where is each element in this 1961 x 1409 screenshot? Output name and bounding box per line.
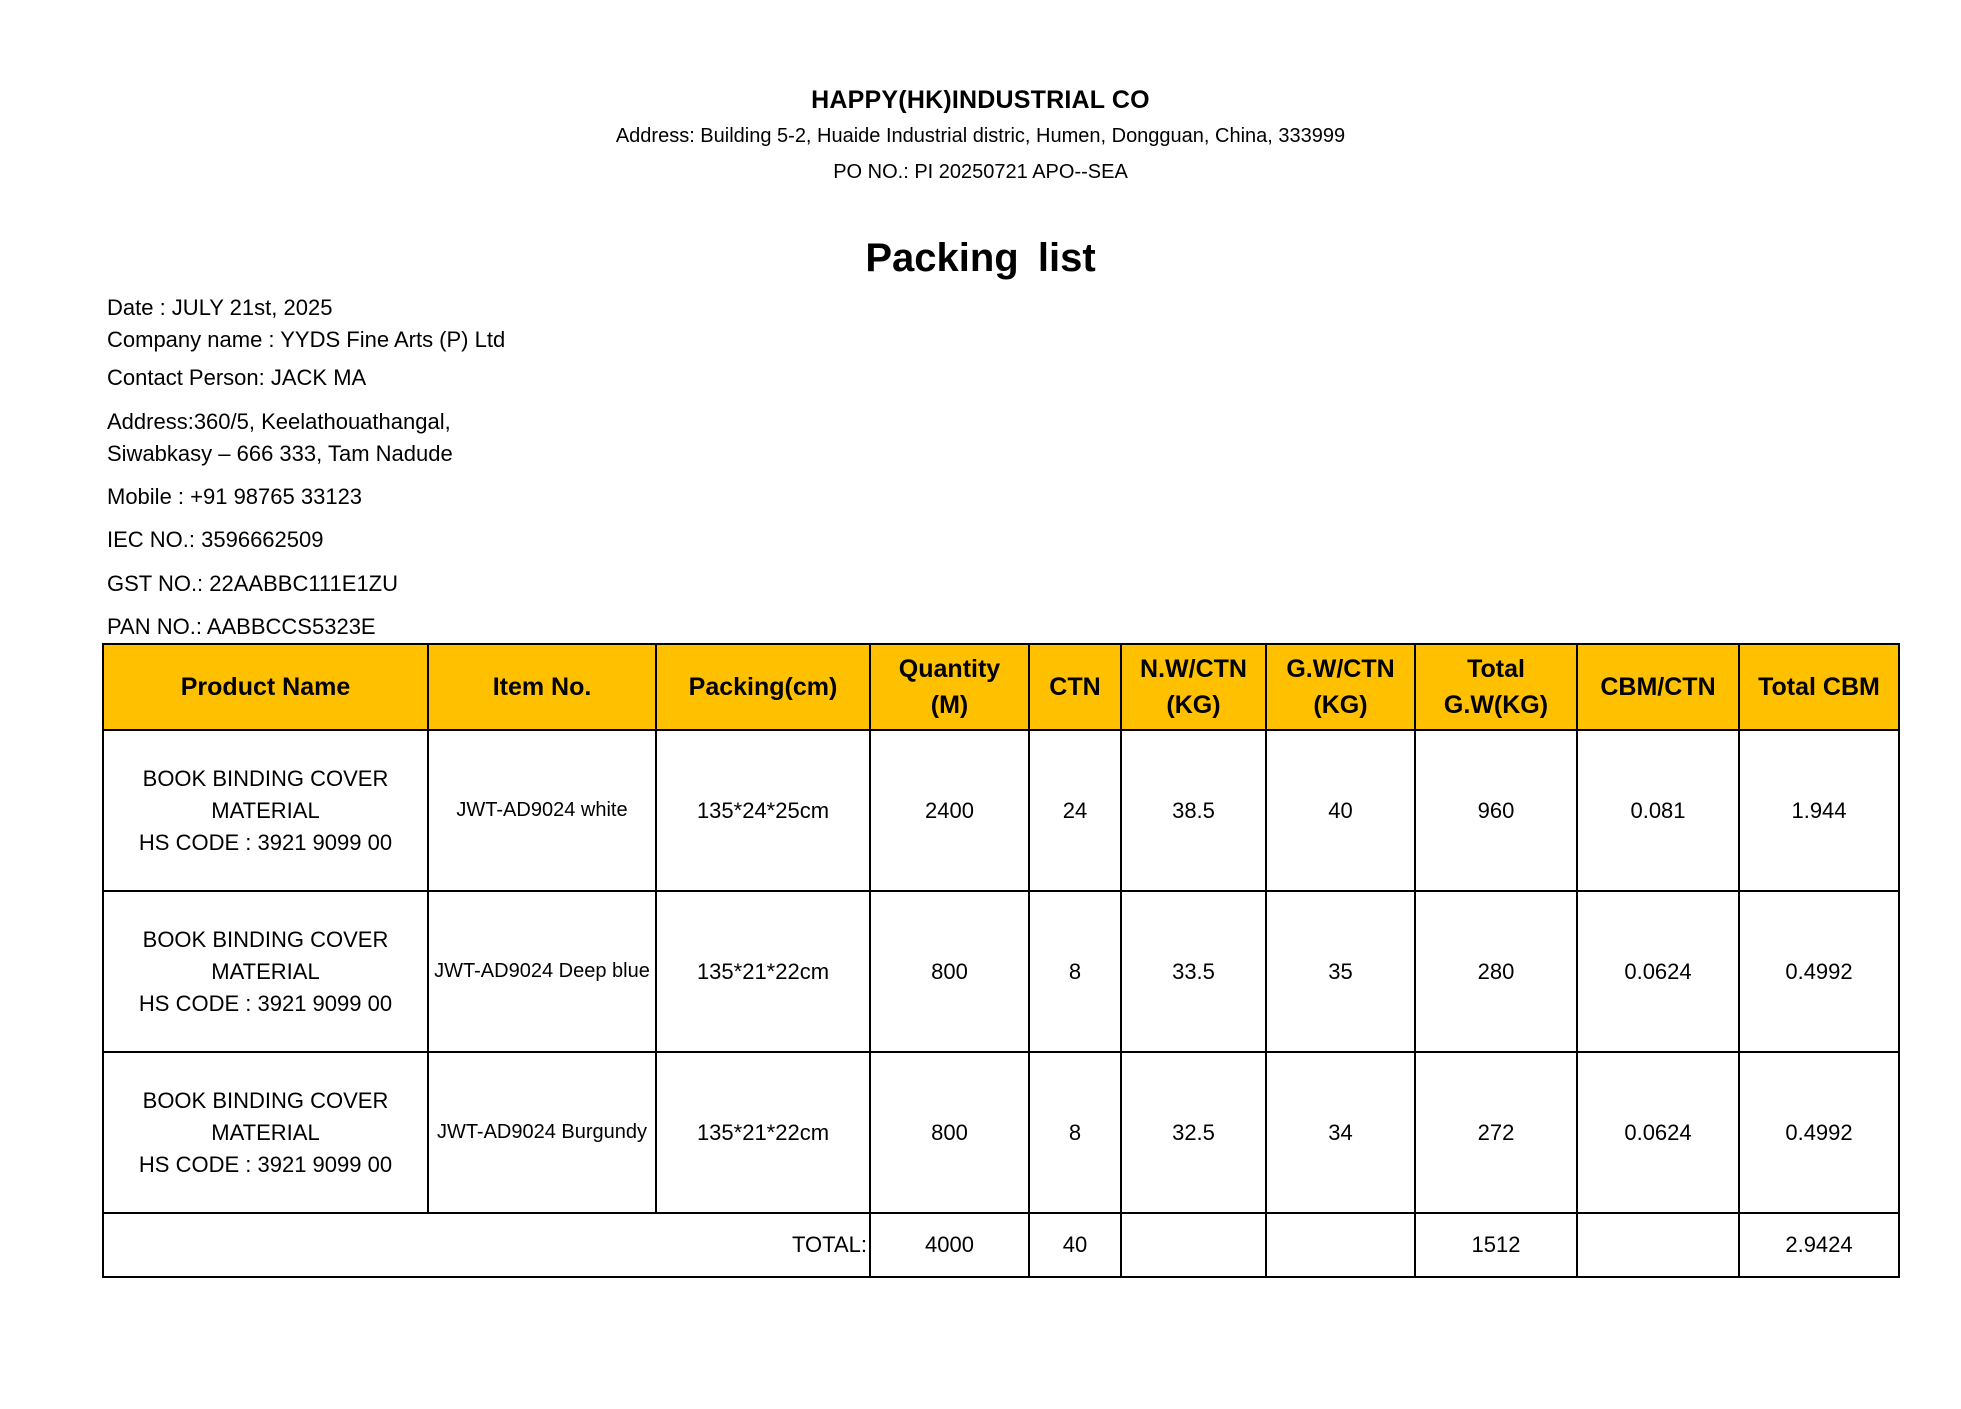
packing-cell: 135*21*22cm [656, 891, 870, 1052]
hs-code: HS CODE : 3921 9099 00 [138, 1151, 393, 1177]
item-no-cell: JWT-AD9024 Burgundy [428, 1052, 656, 1213]
product-name-cell [103, 891, 428, 1052]
packing-table [102, 643, 1900, 1278]
gw-cell: 34 [1266, 1052, 1415, 1213]
header-packing: Packing(cm) [656, 644, 870, 730]
quantity-cell: 800 [870, 1052, 1029, 1213]
total-cbm-cell: 0.4992 [1739, 891, 1899, 1052]
total-label: TOTAL: [103, 1213, 870, 1277]
product-name-line: MATERIAL [211, 958, 320, 984]
customer-company-name: Company name : YYDS Fine Arts (P) Ltd [107, 327, 506, 352]
nw-cell: 33.5 [1121, 891, 1266, 1052]
gw-cell: 40 [1266, 730, 1415, 891]
cbm-ctn-cell: 0.0624 [1577, 891, 1739, 1052]
table-row [103, 891, 1899, 1052]
product-name-line: BOOK BINDING COVER [142, 1087, 389, 1113]
hs-code: HS CODE : 3921 9099 00 [138, 829, 393, 855]
total-cbm-cell: 1.944 [1739, 730, 1899, 891]
total-gw-ctn-empty [1266, 1213, 1415, 1277]
total-ctn: 40 [1029, 1213, 1121, 1277]
header-gw-line1: G.W/CTN [1286, 655, 1395, 683]
total-quantity: 4000 [870, 1213, 1029, 1277]
header-product-name: Product Name [103, 644, 428, 730]
ctn-cell: 8 [1029, 891, 1121, 1052]
iec-number: IEC NO.: 3596662509 [107, 527, 324, 552]
header-nw-line2: (KG) [1166, 691, 1221, 719]
customer-address-line2: Siwabkasy – 666 333, Tam Nadude [107, 441, 453, 466]
header-total-gw-line1: Total [1467, 655, 1525, 683]
header-ctn: CTN [1029, 644, 1121, 730]
header-nw-line1: N.W/CTN [1140, 655, 1247, 683]
header-item-no: Item No. [428, 644, 656, 730]
product-name-line: BOOK BINDING COVER [142, 926, 389, 952]
total-row [103, 1213, 1899, 1277]
header-nw-ctn [1121, 644, 1266, 730]
company-name: HAPPY(HK)INDUSTRIAL CO [811, 86, 1150, 114]
header-total-cbm: Total CBM [1739, 644, 1899, 730]
hs-code: HS CODE : 3921 9099 00 [138, 990, 393, 1016]
table-row [103, 730, 1899, 891]
gw-cell: 35 [1266, 891, 1415, 1052]
ctn-cell: 8 [1029, 1052, 1121, 1213]
packing-cell: 135*21*22cm [656, 1052, 870, 1213]
table-row [103, 1052, 1899, 1213]
total-cbm: 2.9424 [1739, 1213, 1899, 1277]
pan-number: PAN NO.: AABBCCS5323E [107, 614, 376, 639]
date-field: Date : JULY 21st, 2025 [107, 295, 333, 320]
ctn-cell: 24 [1029, 730, 1121, 891]
quantity-cell: 2400 [870, 730, 1029, 891]
cbm-ctn-cell: 0.0624 [1577, 1052, 1739, 1213]
header-quantity-line2: (M) [930, 691, 969, 719]
header-total-gw-line2: G.W(KG) [1443, 691, 1549, 719]
gst-number: GST NO.: 22AABBC111E1ZU [107, 571, 399, 596]
cbm-ctn-cell: 0.081 [1577, 730, 1739, 891]
header-gw-ctn [1266, 644, 1415, 730]
total-gw-cell: 272 [1415, 1052, 1577, 1213]
item-no-cell: JWT-AD9024 white [428, 730, 656, 891]
total-gw-cell: 960 [1415, 730, 1577, 891]
product-name-line: MATERIAL [211, 1119, 320, 1145]
quantity-cell: 800 [870, 891, 1029, 1052]
header-total-gw [1415, 644, 1577, 730]
product-name-line: MATERIAL [211, 797, 320, 823]
header-quantity-line1: Quantity [898, 655, 1001, 683]
company-address: Address: Building 5-2, Huaide Industrial distric, Humen, Dongguan, China, 333999 [615, 125, 1346, 147]
customer-address-line1: Address:360/5, Keelathouathangal, [107, 409, 451, 434]
item-no-cell: JWT-AD9024 Deep blue [428, 891, 656, 1052]
table-header-row [103, 644, 1899, 730]
header-cbm-ctn: CBM/CTN [1577, 644, 1739, 730]
mobile-number: Mobile : +91 98765 33123 [107, 484, 363, 509]
nw-cell: 32.5 [1121, 1052, 1266, 1213]
product-name-cell [103, 1052, 428, 1213]
nw-cell: 38.5 [1121, 730, 1266, 891]
total-gw-cell: 280 [1415, 891, 1577, 1052]
total-nw-empty [1121, 1213, 1266, 1277]
header-gw-line2: (KG) [1313, 691, 1368, 719]
packing-cell: 135*24*25cm [656, 730, 870, 891]
po-number: PO NO.: PI 20250721 APO--SEA [833, 161, 1128, 183]
document-title: Packing list [865, 236, 1096, 280]
product-name-cell [103, 730, 428, 891]
total-cbm-ctn-empty [1577, 1213, 1739, 1277]
product-name-line: BOOK BINDING COVER [142, 765, 389, 791]
header-quantity [870, 644, 1029, 730]
contact-person: Contact Person: JACK MA [107, 365, 367, 390]
total-cbm-cell: 0.4992 [1739, 1052, 1899, 1213]
total-gw: 1512 [1415, 1213, 1577, 1277]
